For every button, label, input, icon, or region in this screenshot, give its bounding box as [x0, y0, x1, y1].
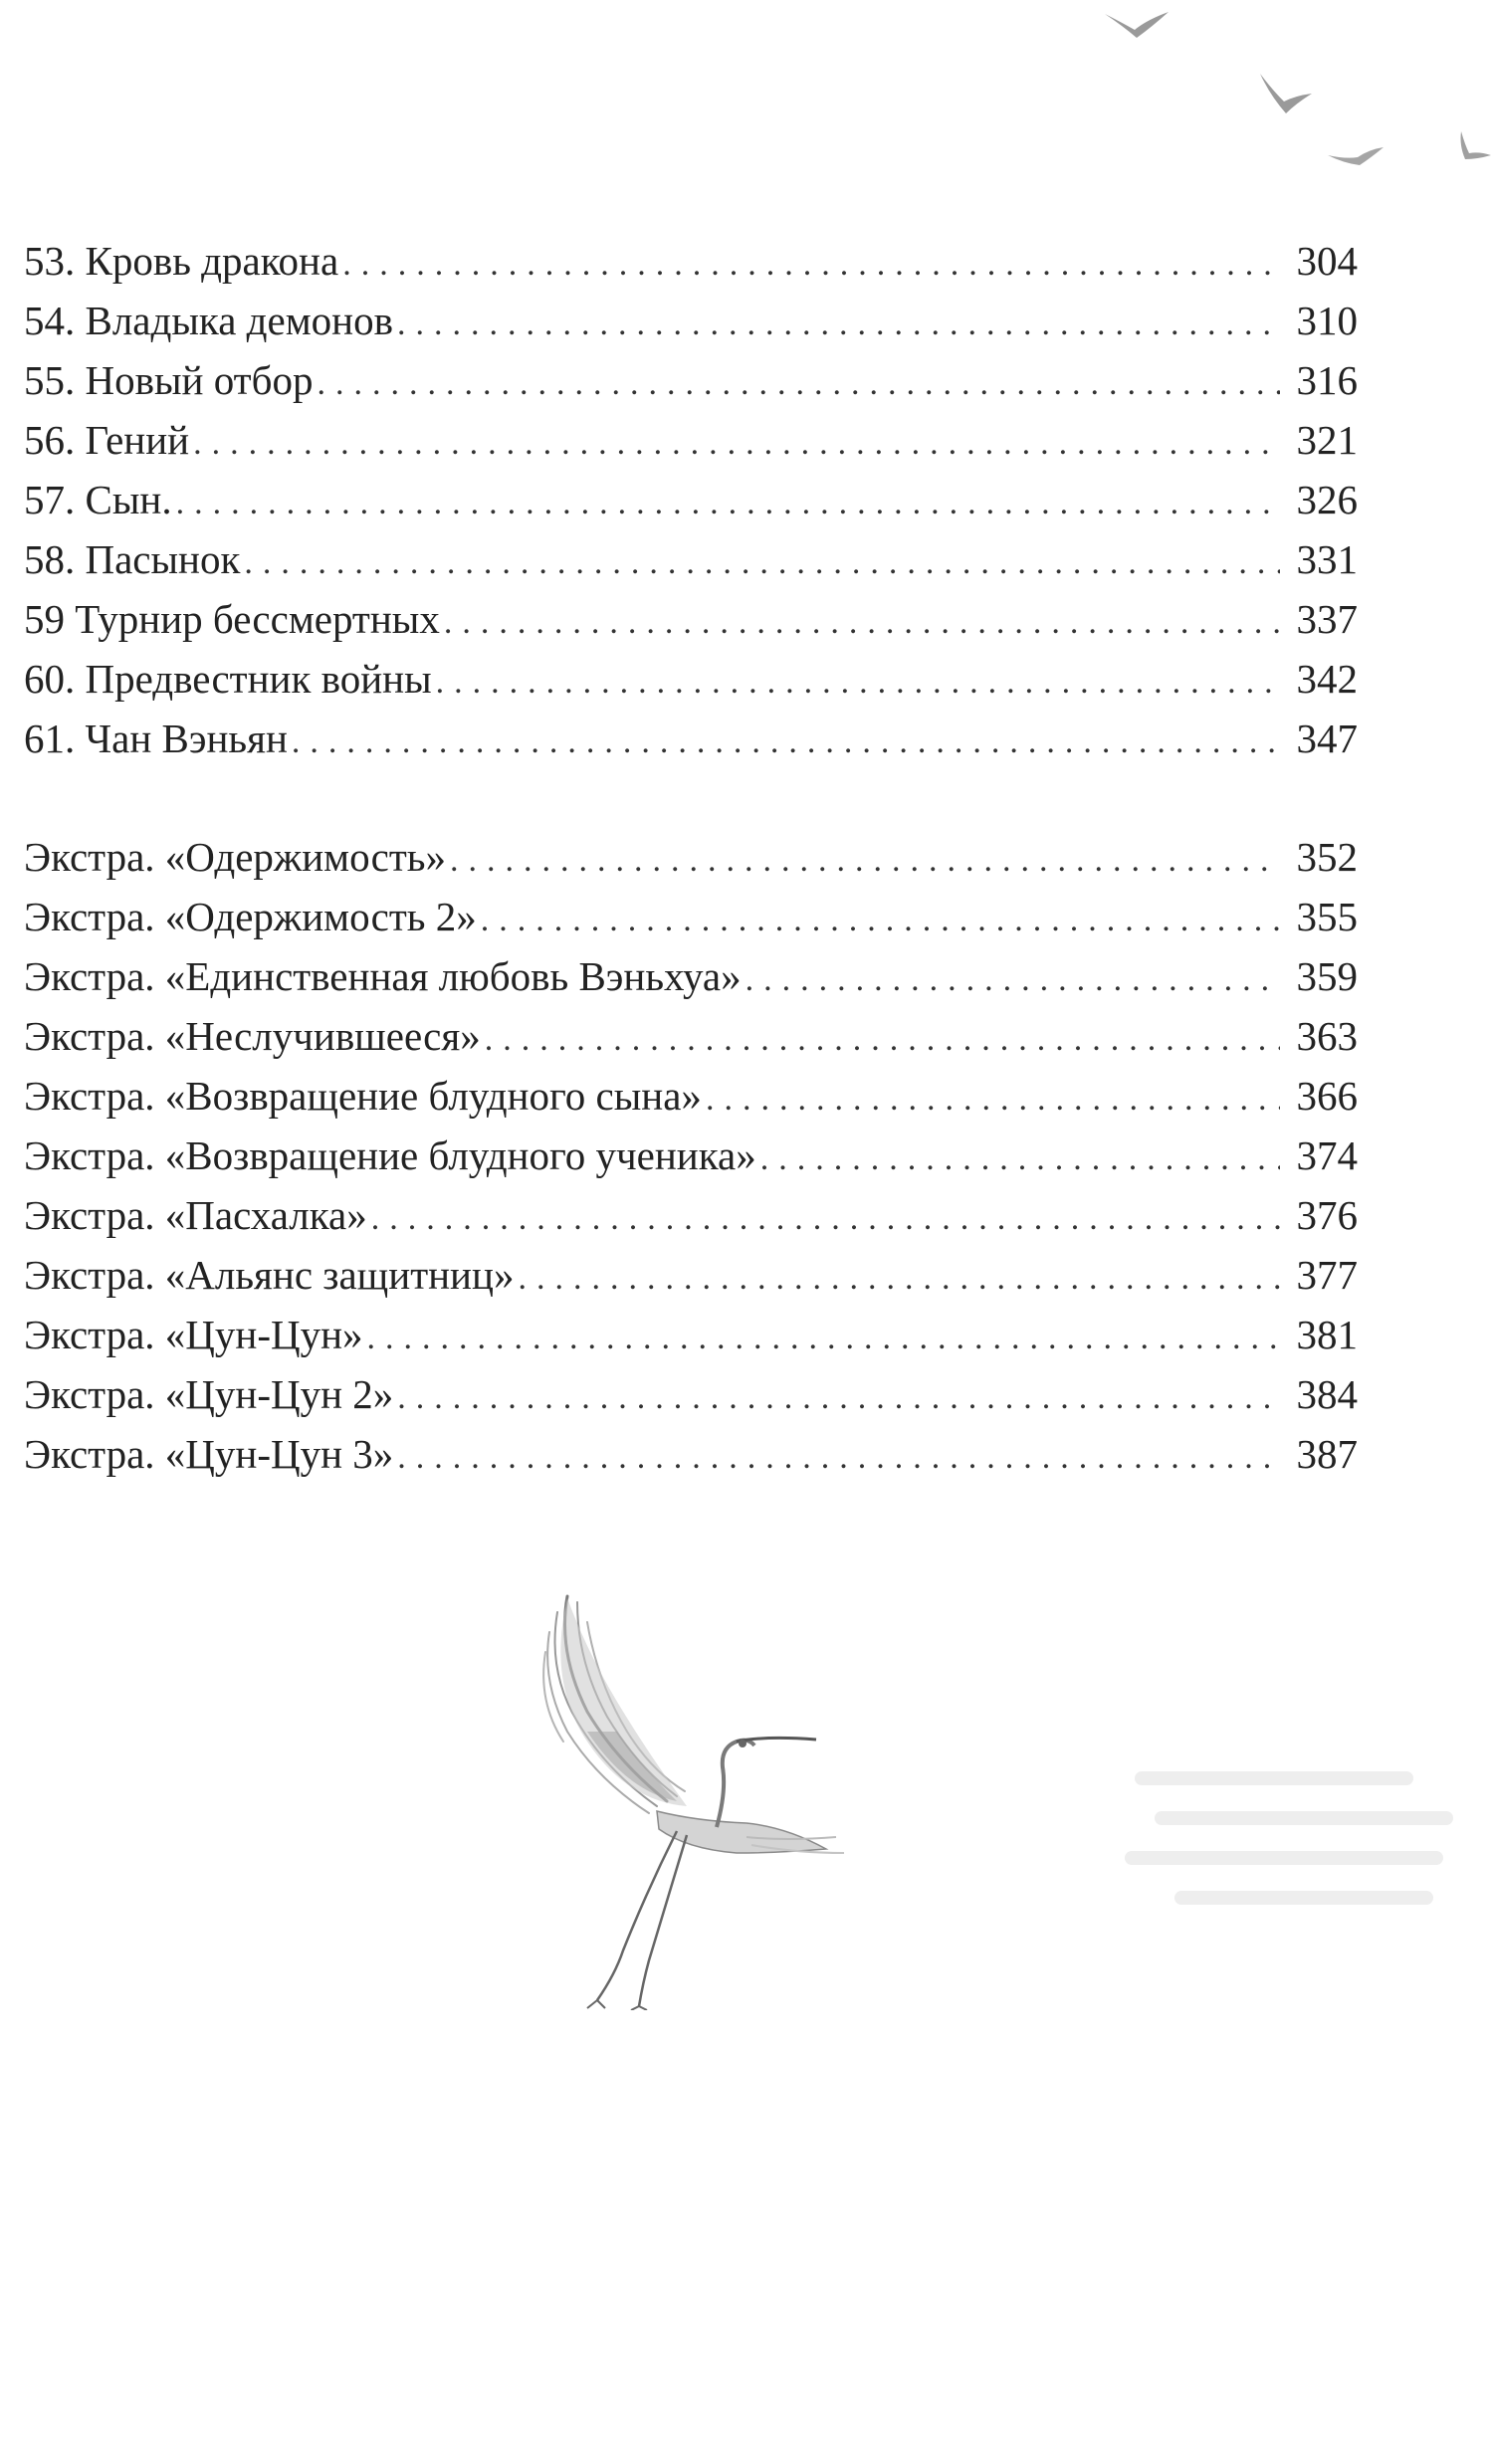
dot-leader: [193, 414, 1280, 474]
crane-illustration: [528, 1592, 866, 2010]
dot-leader: [176, 474, 1280, 533]
show-through-texture: [1115, 1612, 1493, 2030]
toc-entry[interactable]: [24, 1305, 1358, 1364]
toc-entry-page: 337: [1296, 596, 1358, 642]
toc-entry-title: Экстра. «Возвращение блудного ученика»: [24, 1132, 756, 1178]
toc-entry[interactable]: [24, 350, 1358, 410]
toc-entry[interactable]: [24, 410, 1358, 470]
dot-leader: [397, 1368, 1280, 1428]
bird-icon: [1455, 127, 1493, 163]
toc-entry[interactable]: [24, 887, 1358, 946]
bird-icon: [1326, 141, 1386, 171]
toc-entry-page: 384: [1296, 1371, 1358, 1417]
toc-entry-page: 377: [1296, 1252, 1358, 1298]
dot-leader: [706, 1070, 1280, 1129]
toc-entry-page: 304: [1296, 238, 1358, 284]
toc-entry-title: 60. Предвестник войны: [24, 656, 432, 702]
toc-entry[interactable]: [24, 1126, 1358, 1185]
toc-entry-title: 58. Пасынок: [24, 536, 241, 582]
toc-entry[interactable]: [24, 529, 1358, 589]
toc-entry-title: 53. Кровь дракона: [24, 238, 339, 284]
toc-entry-title: 57. Сын.: [24, 477, 172, 522]
dot-leader: [317, 354, 1280, 414]
toc-entry[interactable]: [24, 1364, 1358, 1424]
toc-entry-page: 359: [1296, 953, 1358, 999]
toc-entry-title: Экстра. «Единственная любовь Вэньхуа»: [24, 953, 742, 999]
toc-entry-page: 342: [1296, 656, 1358, 702]
toc-entry[interactable]: [24, 1066, 1358, 1126]
toc-entry[interactable]: [24, 589, 1358, 649]
bird-icon: [1103, 8, 1173, 48]
toc-entry-title: Экстра. «Цун-Цун»: [24, 1312, 363, 1357]
toc-entry-page: 376: [1296, 1192, 1358, 1238]
toc-entry-page: 321: [1296, 417, 1358, 463]
toc-entry-page: 316: [1296, 357, 1358, 403]
toc-entry-title: 55. Новый отбор: [24, 357, 314, 403]
toc-chapters: [24, 231, 1358, 768]
bird-icon: [1256, 70, 1316, 119]
dot-leader: [481, 891, 1280, 950]
toc-entry-title: 59 Турнир бессмертных: [24, 596, 440, 642]
toc-entry-page: 347: [1296, 716, 1358, 761]
toc-entry[interactable]: [24, 649, 1358, 709]
toc-entry-page: 331: [1296, 536, 1358, 582]
toc-entry[interactable]: [24, 946, 1358, 1006]
toc-entry-title: Экстра. «Одержимость 2»: [24, 894, 477, 939]
dot-leader: [444, 593, 1280, 653]
dot-leader: [342, 235, 1280, 295]
toc-entry-title: 54. Владыка демонов: [24, 298, 393, 343]
toc-entry[interactable]: [24, 1424, 1358, 1484]
dot-leader: [746, 950, 1280, 1010]
toc-entry-title: Экстра. «Альянс защитниц»: [24, 1252, 515, 1298]
toc-entry-page: 363: [1296, 1013, 1358, 1059]
dot-leader: [485, 1010, 1280, 1070]
toc-entry[interactable]: [24, 709, 1358, 768]
dot-leader: [518, 1249, 1280, 1309]
toc-entry-page: 310: [1296, 298, 1358, 343]
toc-entry-title: Экстра. «Возвращение блудного сына»: [24, 1073, 702, 1119]
toc-extras: [24, 827, 1358, 1484]
dot-leader: [760, 1129, 1280, 1189]
toc-entry-title: Экстра. «Одержимость»: [24, 834, 446, 880]
toc-entry-title: Экстра. «Цун-Цун 3»: [24, 1431, 394, 1477]
dot-leader: [436, 653, 1280, 713]
toc-entry-page: 381: [1296, 1312, 1358, 1357]
toc-entry[interactable]: [24, 470, 1358, 529]
toc-entry-page: 366: [1296, 1073, 1358, 1119]
toc-entry-page: 355: [1296, 894, 1358, 939]
toc-entry-title: Экстра. «Неслучившееся»: [24, 1013, 481, 1059]
dot-leader: [371, 1189, 1280, 1249]
dot-leader: [397, 295, 1280, 354]
toc-entry-page: 374: [1296, 1132, 1358, 1178]
toc-entry-page: 352: [1296, 834, 1358, 880]
toc-entry[interactable]: [24, 1006, 1358, 1066]
dot-leader: [397, 1428, 1280, 1488]
toc-entry-page: 326: [1296, 477, 1358, 522]
toc-entry[interactable]: [24, 291, 1358, 350]
toc-entry-title: Экстра. «Цун-Цун 2»: [24, 1371, 394, 1417]
toc-entry[interactable]: [24, 1245, 1358, 1305]
toc-entry-page: 387: [1296, 1431, 1358, 1477]
toc-entry[interactable]: [24, 1185, 1358, 1245]
dot-leader: [292, 713, 1280, 772]
toc-entry-title: Экстра. «Пасхалка»: [24, 1192, 367, 1238]
toc-entry-title: 61. Чан Вэньян: [24, 716, 288, 761]
dot-leader: [450, 831, 1280, 891]
toc-entry[interactable]: [24, 827, 1358, 887]
toc-entry[interactable]: [24, 231, 1358, 291]
toc-entry-title: 56. Гений: [24, 417, 190, 463]
dot-leader: [244, 533, 1280, 593]
dot-leader: [367, 1309, 1280, 1368]
